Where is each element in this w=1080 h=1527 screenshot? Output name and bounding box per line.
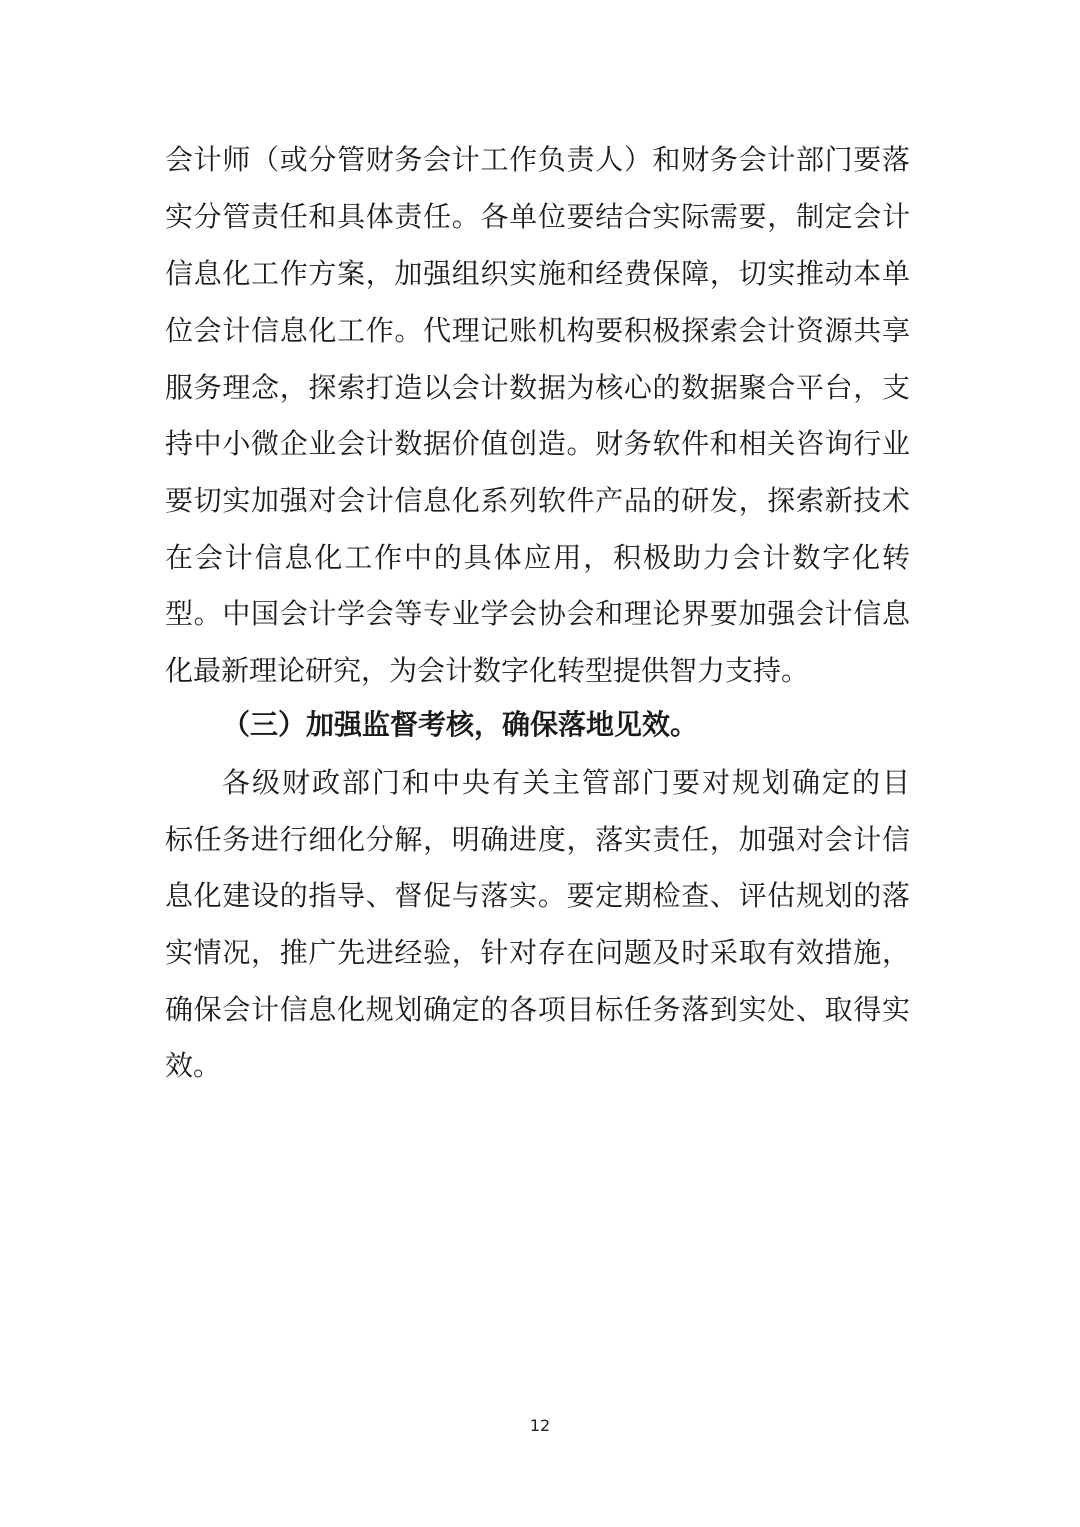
page-number: 12 xyxy=(529,1416,551,1435)
paragraph-line: 在会计信息化工作中的具体应用，积极助力会计数字化转 xyxy=(165,541,910,574)
paragraph-line: 效。 xyxy=(165,1049,222,1082)
paragraph-line: 实分管责任和具体责任。各单位要结合实际需要，制定会计 xyxy=(165,200,910,233)
section-heading: （三）加强监督考核，确保落地见效。 xyxy=(222,708,699,741)
paragraph-line: 化最新理论研究，为会计数字化转型提供智力支持。 xyxy=(165,654,810,687)
paragraph-line: 息化建设的指导、督促与落实。要定期检查、评估规划的落 xyxy=(165,879,910,912)
paragraph-line: 持中小微企业会计数据价值创造。财务软件和相关咨询行业 xyxy=(165,427,910,460)
paragraph-line: 会计师（或分管财务会计工作负责人）和财务会计部门要落 xyxy=(165,143,910,176)
paragraph-line: 要切实加强对会计信息化系列软件产品的研发，探索新技术 xyxy=(165,484,910,517)
paragraph-line: 标任务进行细化分解，明确进度，落实责任，加强对会计信 xyxy=(165,823,910,856)
paragraph-line: 各级财政部门和中央有关主管部门要对规划确定的目 xyxy=(222,766,910,799)
paragraph-line: 实情况，推广先进经验，针对存在问题及时采取有效措施， xyxy=(165,936,910,969)
paragraph-line: 位会计信息化工作。代理记账机构要积极探索会计资源共享 xyxy=(165,314,910,347)
paragraph-line: 型。中国会计学会等专业学会协会和理论界要加强会计信息 xyxy=(165,597,910,630)
paragraph-line: 确保会计信息化规划确定的各项目标任务落到实处、取得实 xyxy=(165,993,910,1026)
paragraph-line: 服务理念，探索打造以会计数据为核心的数据聚合平台，支 xyxy=(165,371,910,404)
paragraph-line: 信息化工作方案，加强组织实施和经费保障，切实推动本单 xyxy=(165,257,910,290)
